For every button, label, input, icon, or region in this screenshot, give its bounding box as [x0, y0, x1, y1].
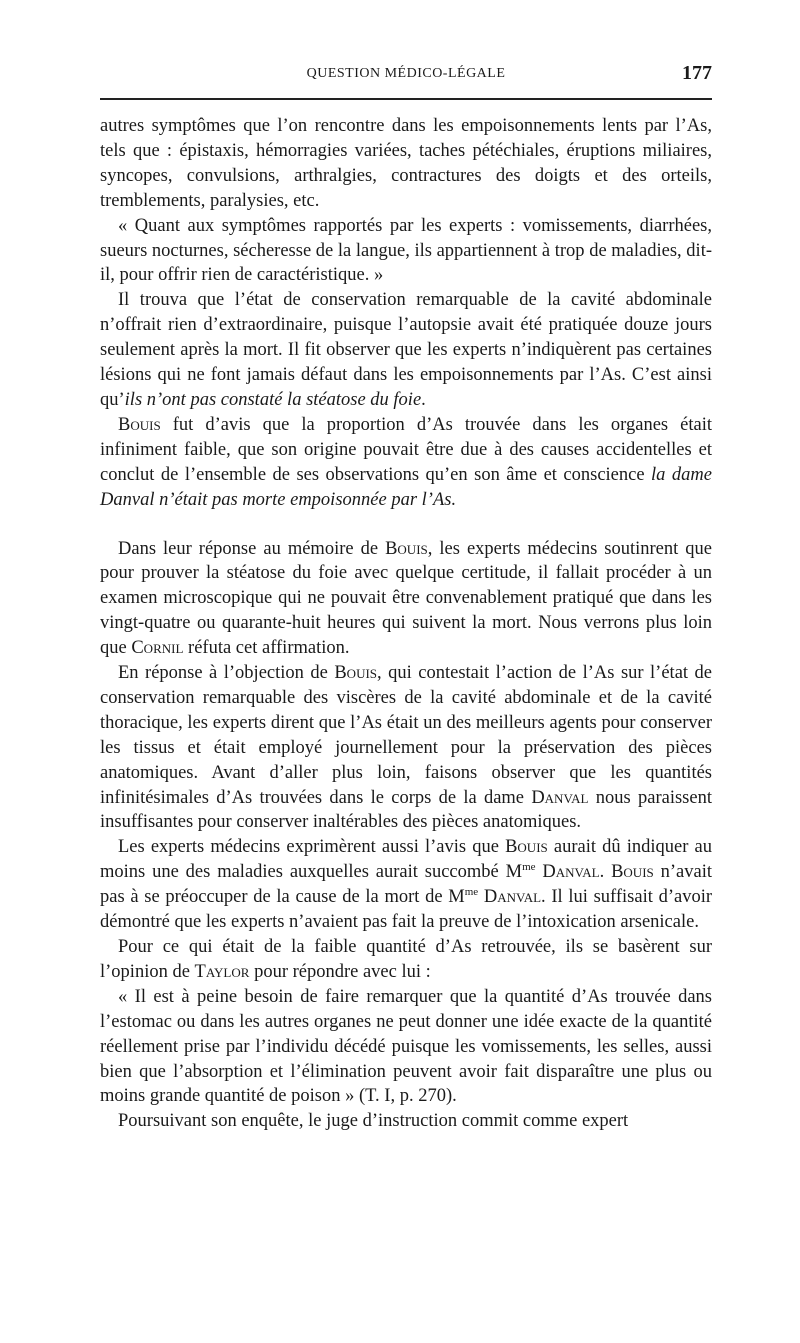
text-segment: réfuta cet affirmation.: [183, 638, 350, 659]
small-caps-name: Bouis: [505, 837, 548, 858]
page-number: 177: [682, 62, 712, 84]
text-segment: Poursuivant son enquête, le juge d’instruction commit comme expert: [118, 1111, 629, 1132]
text-segment: « Quant aux symptômes rapportés par les experts : vomissements, diarrhées, sueurs nocturnes, sécheresse de la langue, ils appartiennent à trop de maladies, dit-il, pour offrir rien de caractéristique. »: [100, 215, 712, 286]
text-segment: nous paraissent insuffisantes pour conserver inaltérables des pièces anatomiques.: [100, 787, 712, 833]
page-header: [100, 62, 712, 102]
paragraph: [100, 835, 712, 935]
body-text: [100, 114, 712, 1134]
text-segment: Dans leur réponse au mémoire de: [118, 538, 386, 559]
text-segment: autres symptômes que l’on rencontre dans les empoisonnements lents par l’As, tels que : épistaxis, hémorragies variées, taches pétéchiales, éruptions miliaires, syncopes, convulsions, arthralgies, contractures des doigts et des orteils, tremblements, paralysies, etc.: [100, 116, 712, 211]
paragraph: [100, 537, 712, 662]
text-segment: Pour ce qui était de la faible quantité d’As retrouvée, ils se basèrent sur l’opinion de: [100, 937, 712, 982]
text-segment: . Il lui suffisait d’avoir démontré que les experts n’avaient pas fait la preuve de l’intoxication arsenicale.: [100, 887, 712, 933]
text-segment: Les experts médecins exprimèrent aussi l’avis que: [118, 837, 506, 858]
text-segment: En réponse à l’objection de: [118, 663, 335, 684]
text-segment: pour répondre avec lui :: [249, 961, 431, 982]
superscript: me: [464, 886, 479, 899]
text-segment: aurait dû indiquer au moins une des maladies auxquelles aurait succombé M: [100, 837, 712, 883]
text-segment: .: [421, 389, 426, 410]
small-caps-name: Bouis: [334, 663, 378, 684]
small-caps-name: Cornil: [131, 638, 184, 659]
small-caps-name: Bouis: [611, 862, 654, 883]
italic-text: ils n’ont pas constaté la stéatose du foie: [124, 389, 422, 410]
paragraph: [100, 985, 712, 1110]
paragraph: [100, 288, 712, 413]
text-segment: n’avait pas à se préoccuper de la cause de la mort de M: [100, 862, 712, 908]
paragraph: [100, 1109, 712, 1134]
small-caps-name: Bouis: [118, 414, 161, 435]
superscript: me: [522, 861, 536, 874]
paragraph: [100, 114, 712, 214]
text-segment: , les experts médecins soutinrent que pour prouver la stéatose du foie avec quelque certitude, il fallait procéder à un examen microscopique qui ne pouvait être convenablement pratiqué que dans les vingt-quatre ou quarante-huit heures qui suivent la mort. Nous verrons plus loin que: [100, 538, 712, 659]
text-segment: .: [599, 862, 612, 883]
paragraph: [100, 935, 712, 985]
running-title: QUESTION MÉDICO-LÉGALE: [306, 66, 506, 81]
text-segment: fut d’avis que la proportion d’As trouvée dans les organes était infiniment faible, que son origine pouvait être due à des causes accidentelles et conclut de l’ensemble de ses observations qu’en son âme et conscience: [100, 414, 712, 485]
small-caps-name: Danval: [542, 862, 600, 883]
small-caps-name: Danval: [531, 787, 589, 808]
text-segment: , qui contestait l’action de l’As sur l’état de conservation remarquable des viscères de la cavité abdominale et de la cavité thoracique, les experts dirent que l’As était un des meilleurs agents pour conserver les tissus et était employé journellement pour la préservation des pièces anatomiques. Avant d’aller plus loin, faisons observer que les quantités infinitésimales d’As trouvées dans le corps de la dame: [100, 663, 712, 808]
text-segment: « Il est à peine besoin de faire remarquer que la quantité d’As trouvée dans l’estomac ou dans les autres organes ne peut donner une idée exacte de la quantité réellement prise par l’individu décédé puisque les vomissements, les selles, aussi bien que l’absorption et l’élimination peuvent avoir fait disparaître une plus ou moins grande quantité de poison » (T. I, p. 270).: [100, 986, 712, 1107]
italic-text: la dame Danval n’était pas morte empoisonnée par l’As.: [100, 464, 712, 510]
paragraph: [100, 214, 712, 289]
header-rule: [100, 98, 712, 100]
small-caps-name: Danval: [483, 887, 542, 908]
paragraph: [100, 661, 712, 835]
text-segment: Il trouva que l’état de conservation remarquable de la cavité abdominale n’offrait rien d’extraordinaire, puisque l’autopsie avait été pratiquée douze jours seulement après la mort. Il fit observer que les experts n’indiquèrent pas certaines lésions qui ne font jamais défaut dans les empoisonnements par l’As. C’est ainsi qu’: [100, 290, 712, 410]
paragraph: [100, 413, 712, 513]
small-caps-name: Taylor: [194, 961, 250, 982]
small-caps-name: Bouis: [385, 538, 428, 559]
